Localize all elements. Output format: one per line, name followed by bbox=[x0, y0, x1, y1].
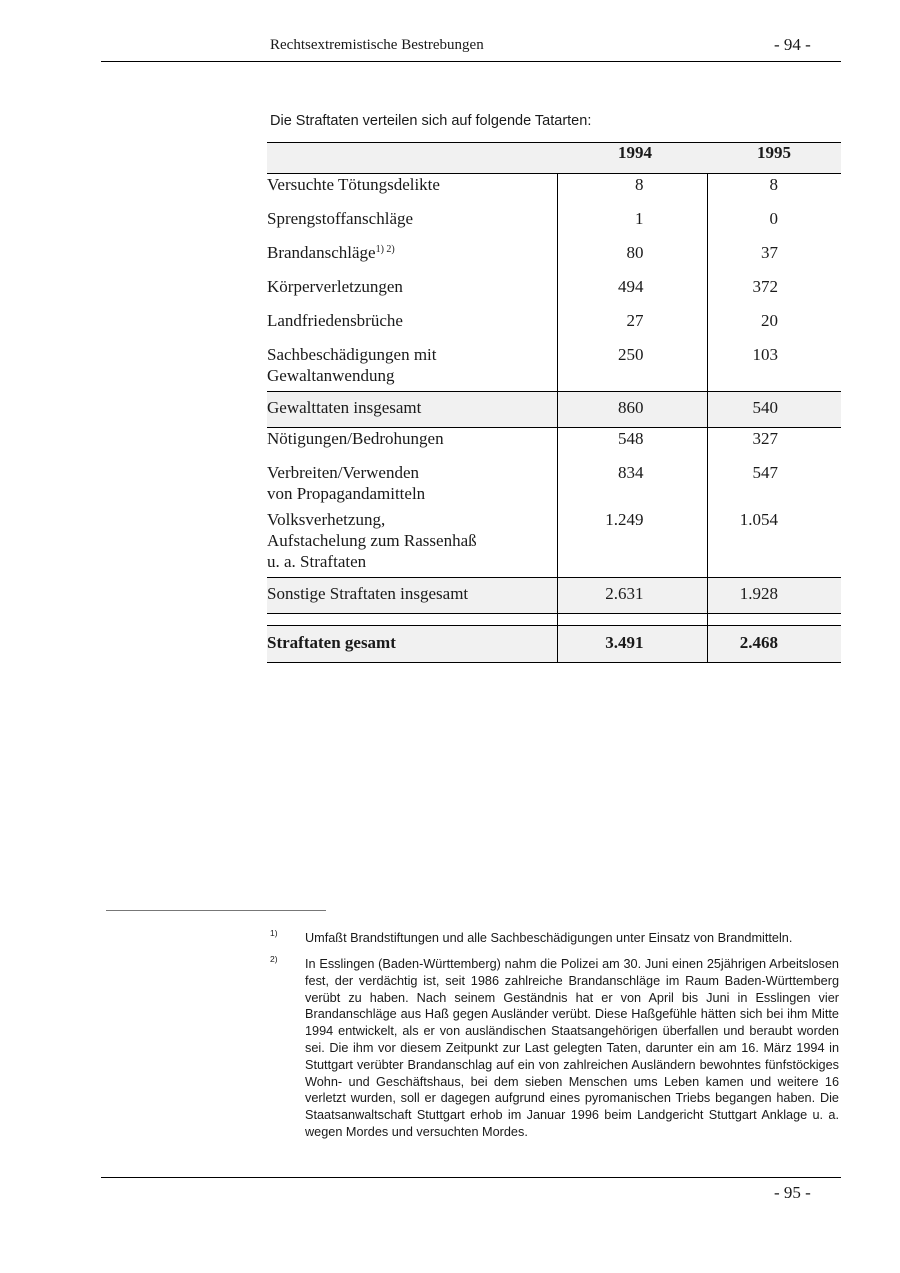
table-row bbox=[267, 174, 841, 209]
row-label: Landfriedensbrüche bbox=[267, 311, 403, 330]
value-1994: 2.631 bbox=[557, 578, 707, 614]
value-1995: 8 bbox=[707, 174, 841, 209]
value-1995: 372 bbox=[707, 276, 841, 310]
subtotal-row bbox=[267, 392, 841, 428]
value-1994: 250 bbox=[557, 344, 707, 392]
value-1995: 540 bbox=[707, 392, 841, 428]
total-row bbox=[267, 626, 841, 663]
table-row bbox=[267, 208, 841, 242]
value-1995: 20 bbox=[707, 310, 841, 344]
footnote-mark: 2) bbox=[270, 954, 278, 964]
row-label-line: Aufstachelung zum Rassenhaß bbox=[267, 531, 477, 550]
header-page-number: - 94 - bbox=[774, 35, 811, 54]
row-label bbox=[267, 509, 557, 578]
value-1995: 327 bbox=[707, 428, 841, 463]
value-1994: 80 bbox=[557, 242, 707, 276]
year-header-1994: 1994 bbox=[557, 143, 707, 174]
value-1995: 547 bbox=[707, 462, 841, 509]
row-label: Sprengstoffanschläge bbox=[267, 209, 414, 228]
header-label-cell bbox=[267, 143, 557, 174]
spacer-cell bbox=[707, 614, 841, 626]
subtotal-row bbox=[267, 578, 841, 614]
row-label-text: Brandanschläge bbox=[267, 243, 376, 262]
running-header-title: Rechtsextremistische Bestrebungen bbox=[270, 37, 484, 53]
header-rule bbox=[101, 61, 841, 62]
row-label bbox=[267, 242, 557, 276]
table-row bbox=[267, 276, 841, 310]
footer-page-number: - 95 - bbox=[774, 1183, 811, 1202]
table-header-row bbox=[267, 143, 841, 174]
value-1994: 860 bbox=[557, 392, 707, 428]
spacer-row bbox=[267, 614, 841, 626]
value-1994: 3.491 bbox=[557, 626, 707, 663]
value-1995: 0 bbox=[707, 208, 841, 242]
row-label: Sonstige Straftaten insgesamt bbox=[267, 578, 557, 614]
row-label-line: Gewaltanwendung bbox=[267, 366, 395, 385]
table-row bbox=[267, 242, 841, 276]
row-label-line: von Propagandamitteln bbox=[267, 484, 426, 503]
value-1995: 37 bbox=[707, 242, 841, 276]
footnote-text: In Esslingen (Baden-Württemberg) nahm die Polizei am 30. Juni einen 25jährigen Arbeitslosen fest, der verdächtig ist, seit 1986 zahlreiche Brandanschläge im Raum Baden-Württemberg verübt zu haben. Nach seinem Geständnis hat er von April bis Juni in Esslingen vier Brandanschläge aus Haß gegen Ausländer verübt. Diese Haßgefühle hätten sich bei ihm Mitte 1994 entwickelt, als er von ausländischen Staatsangehörigen überfallen und beraubt worden sei. Die ihm vor diesem Zeitpunkt zur Last gelegten Taten, darunter ein am 16. März 1994 in Stuttgart verübter Brandanschlag auf ein von zahlreichen Ausländern bewohntes fünfstöckiges Wohn- und Geschäftshaus, bei dem sieben Menschen ums Leben kamen und weitere 16 verletzt wurden, soll er dagegen aufgrund eines pyromanischen Triebs begangen haben. Die Staatsanwaltschaft Stuttgart erhob im Januar 1996 beim Landgericht Stuttgart Anklage u. a. wegen Mordes und versuchten Mordes. bbox=[305, 957, 839, 1139]
value-1994: 834 bbox=[557, 462, 707, 509]
row-label-line: Sachbeschädigungen mit bbox=[267, 345, 437, 364]
footnote-separator bbox=[106, 910, 326, 911]
row-label: Straftaten gesamt bbox=[267, 626, 557, 663]
row-label bbox=[267, 462, 557, 509]
value-1994: 548 bbox=[557, 428, 707, 463]
value-1995: 103 bbox=[707, 344, 841, 392]
value-1994: 8 bbox=[557, 174, 707, 209]
table-row bbox=[267, 509, 841, 578]
spacer-cell bbox=[557, 614, 707, 626]
table-row bbox=[267, 428, 841, 463]
year-header-1995: 1995 bbox=[707, 143, 841, 174]
table-row bbox=[267, 310, 841, 344]
spacer-cell bbox=[267, 614, 557, 626]
footer-rule bbox=[101, 1177, 841, 1178]
value-1995: 2.468 bbox=[707, 626, 841, 663]
offense-statistics-table bbox=[267, 142, 841, 663]
row-label-line: Volksverhetzung, bbox=[267, 510, 386, 529]
value-1995: 1.054 bbox=[707, 509, 841, 578]
row-label: Körperverletzungen bbox=[267, 277, 403, 296]
row-label: Gewalttaten insgesamt bbox=[267, 392, 557, 428]
value-1994: 494 bbox=[557, 276, 707, 310]
value-1994: 1 bbox=[557, 208, 707, 242]
row-label: Versuchte Tötungsdelikte bbox=[267, 175, 440, 194]
intro-sentence: Die Straftaten verteilen sich auf folgende Tatarten: bbox=[270, 113, 592, 129]
row-label: Nötigungen/Bedrohungen bbox=[267, 429, 444, 448]
table-row bbox=[267, 344, 841, 392]
row-label-line: u. a. Straftaten bbox=[267, 552, 367, 571]
row-label-line: Verbreiten/Verwenden bbox=[267, 463, 419, 482]
footnote-text: Umfaßt Brandstiftungen und alle Sachbeschädigungen unter Einsatz von Brandmitteln. bbox=[305, 931, 793, 945]
value-1994: 1.249 bbox=[557, 509, 707, 578]
row-label bbox=[267, 344, 557, 392]
value-1995: 1.928 bbox=[707, 578, 841, 614]
table-row bbox=[267, 462, 841, 509]
value-1994: 27 bbox=[557, 310, 707, 344]
footnote-mark: 1) bbox=[270, 928, 278, 938]
footnote-reference: 1) 2) bbox=[375, 244, 395, 255]
